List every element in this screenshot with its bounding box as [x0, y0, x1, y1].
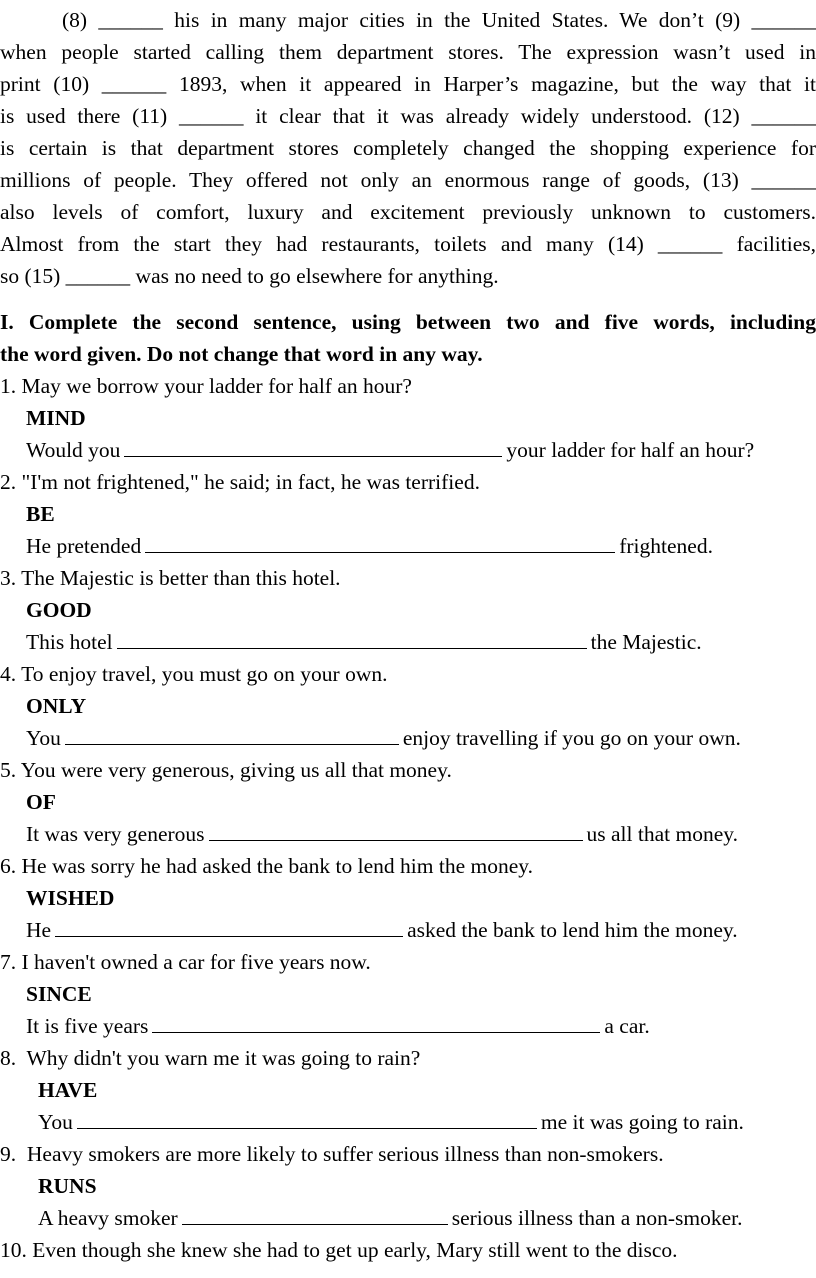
answer-start: He pretended: [26, 534, 142, 558]
answer-blank-5[interactable]: [209, 820, 583, 841]
question-sentence: "I'm not frightened," he said; in fact, he was terrified.: [21, 470, 480, 494]
answer-blank-9[interactable]: [182, 1204, 448, 1225]
keyword-4: ONLY: [26, 694, 87, 718]
answer-end: me it was going to rain.: [540, 1110, 744, 1134]
question-8: [0, 1042, 420, 1074]
answer-line-6: [26, 914, 738, 946]
answer-line-3: [26, 626, 702, 658]
answer-start: It is five years: [26, 1014, 149, 1038]
question-1: [0, 370, 412, 402]
answer-blank-7[interactable]: [152, 1012, 600, 1033]
question-number: 2.: [0, 470, 17, 494]
answer-line-8: [38, 1106, 744, 1138]
answer-end: serious illness than a non-smoker.: [451, 1206, 743, 1230]
question-sentence: Even though she knew she had to get up early, Mary still went to the disco.: [32, 1238, 678, 1262]
answer-end: asked the bank to lend him the money.: [407, 918, 738, 942]
question-3: [0, 562, 341, 594]
answer-line-4: [26, 722, 741, 754]
passage-line-7: also levels of comfort, luxury and excitement previously unknown to customers.: [0, 200, 816, 224]
question-number: 8.: [0, 1046, 17, 1070]
question-sentence: He was sorry he had asked the bank to lend him the money.: [21, 854, 533, 878]
passage-line-3: print (10) ______ 1893, when it appeared in Harper’s magazine, but the way that it: [0, 72, 816, 96]
answer-start: A heavy smoker: [38, 1206, 178, 1230]
answer-start: It was very generous: [26, 822, 205, 846]
answer-start: This hotel: [26, 630, 113, 654]
passage-line-2: when people started calling them department stores. The expression wasn’t used in: [0, 40, 816, 64]
answer-blank-8[interactable]: [77, 1108, 537, 1129]
question-number: 5.: [0, 758, 17, 782]
passage-line-4: is used there (11) ______ it clear that it was already widely understood. (12) ______: [0, 104, 816, 128]
question-number: 7.: [0, 950, 17, 974]
keyword-5: OF: [26, 790, 56, 814]
question-sentence: The Majestic is better than this hotel.: [21, 566, 341, 590]
question-2: [0, 466, 480, 498]
question-6: [0, 850, 533, 882]
question-number: 3.: [0, 566, 17, 590]
answer-blank-2[interactable]: [145, 532, 615, 553]
answer-end: frightened.: [619, 534, 713, 558]
passage-line-5: is certain is that department stores completely changed the shopping experience for: [0, 136, 816, 160]
question-9: [0, 1138, 664, 1170]
answer-end: your ladder for half an hour?: [506, 438, 755, 462]
section-heading-line-1: I. Complete the second sentence, using between two and five words, including: [0, 310, 816, 334]
answer-end: us all that money.: [586, 822, 738, 846]
question-sentence: Heavy smokers are more likely to suffer serious illness than non-smokers.: [26, 1142, 664, 1166]
keyword-1: MIND: [26, 406, 86, 430]
question-sentence: Why didn't you warn me it was going to rain?: [26, 1046, 421, 1070]
answer-start: Would you: [26, 438, 121, 462]
answer-blank-4[interactable]: [65, 724, 399, 745]
answer-blank-1[interactable]: [124, 436, 502, 457]
answer-line-2: [26, 530, 713, 562]
answer-end: enjoy travelling if you go on your own.: [402, 726, 741, 750]
question-sentence: May we borrow your ladder for half an hour?: [21, 374, 412, 398]
answer-start: You: [26, 726, 61, 750]
question-sentence: To enjoy travel, you must go on your own.: [21, 662, 388, 686]
question-10: [0, 1234, 678, 1266]
question-5: [0, 754, 452, 786]
question-7: [0, 946, 371, 978]
passage-line-1: (8) ______ his in many major cities in the United States. We don’t (9) ______: [62, 8, 816, 32]
keyword-6: WISHED: [26, 886, 115, 910]
passage-line-8: Almost from the start they had restaurants, toilets and many (14) ______ facilities,: [0, 232, 816, 256]
answer-blank-3[interactable]: [117, 628, 587, 649]
question-number: 9.: [0, 1142, 17, 1166]
question-number: 10.: [0, 1238, 27, 1262]
question-number: 1.: [0, 374, 17, 398]
question-sentence: You were very generous, giving us all that money.: [20, 758, 452, 782]
answer-line-5: [26, 818, 738, 850]
question-number: 4.: [0, 662, 17, 686]
answer-end: a car.: [604, 1014, 650, 1038]
keyword-9: RUNS: [38, 1174, 97, 1198]
question-4: [0, 658, 387, 690]
section-heading-line-2: the word given. Do not change that word in any way.: [0, 342, 483, 366]
answer-blank-6[interactable]: [55, 916, 403, 937]
answer-start: He: [26, 918, 52, 942]
answer-line-1: [26, 434, 754, 466]
answer-line-7: [26, 1010, 650, 1042]
question-sentence: I haven't owned a car for five years now.: [21, 950, 371, 974]
answer-line-9: [38, 1202, 743, 1234]
keyword-8: HAVE: [38, 1078, 98, 1102]
keyword-3: GOOD: [26, 598, 92, 622]
answer-start: You: [38, 1110, 73, 1134]
keyword-7: SINCE: [26, 982, 92, 1006]
passage-line-6: millions of people. They offered not only an enormous range of goods, (13) ______: [0, 168, 816, 192]
question-number: 6.: [0, 854, 17, 878]
keyword-2: BE: [26, 502, 55, 526]
passage-line-9: so (15) ______ was no need to go elsewhere for anything.: [0, 264, 499, 288]
answer-end: the Majestic.: [590, 630, 702, 654]
